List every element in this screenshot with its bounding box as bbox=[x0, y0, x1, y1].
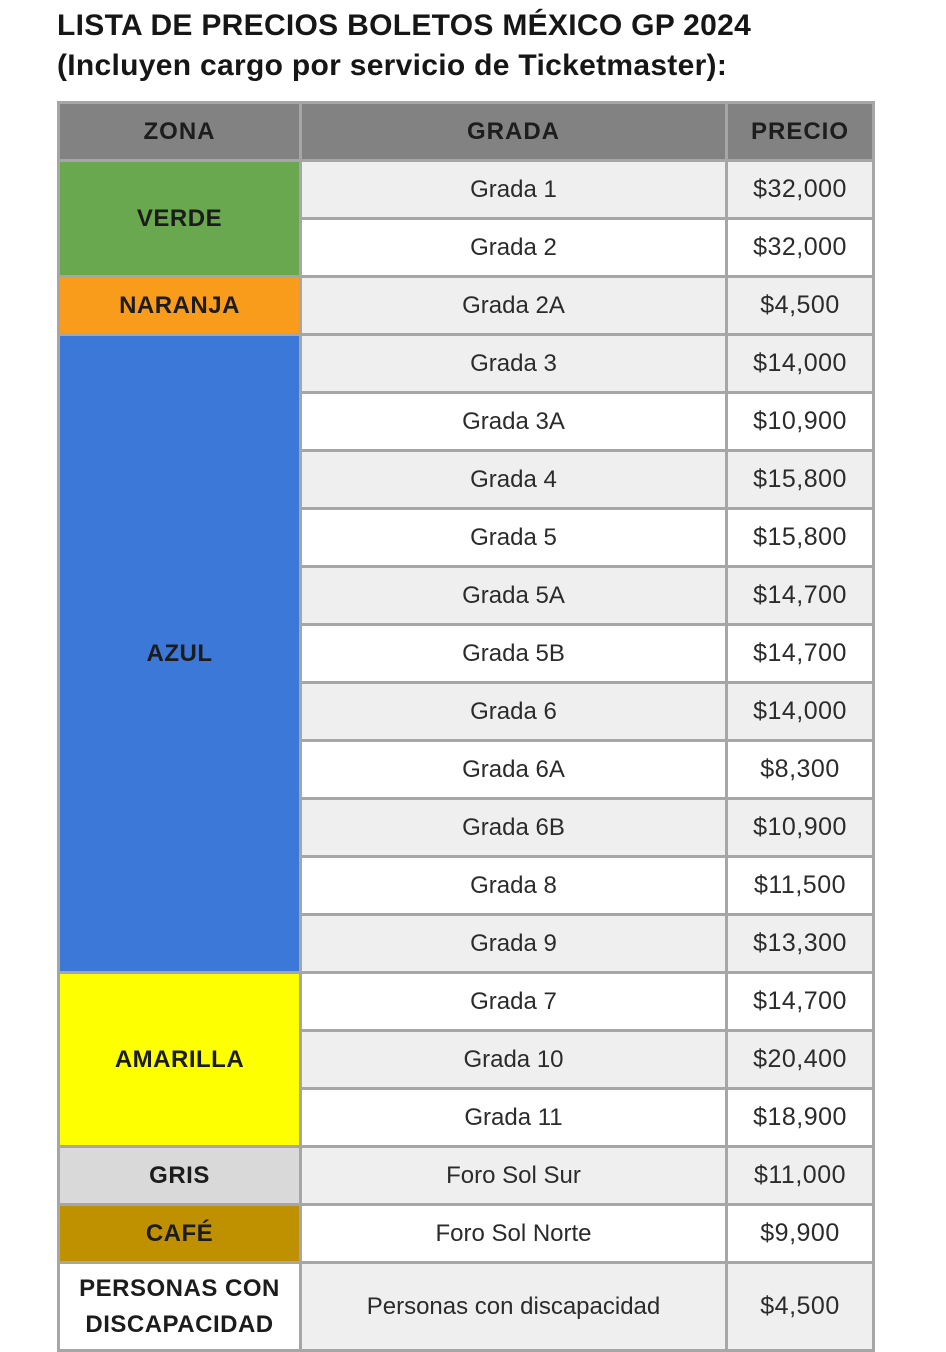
price-cell: $15,800 bbox=[727, 509, 874, 567]
price-cell: $32,000 bbox=[727, 219, 874, 277]
grada-cell: Grada 9 bbox=[301, 915, 727, 973]
table-row bbox=[59, 277, 874, 335]
header-precio: PRECIO bbox=[727, 103, 874, 161]
price-cell: $11,000 bbox=[727, 1147, 874, 1205]
grada-cell: Grada 4 bbox=[301, 451, 727, 509]
zone-cell-gris: GRIS bbox=[59, 1147, 301, 1205]
grada-cell: Grada 2 bbox=[301, 219, 727, 277]
grada-cell: Grada 3 bbox=[301, 335, 727, 393]
table-row bbox=[59, 1147, 874, 1205]
page-title-line2: (Incluyen cargo por servicio de Ticketmaster): bbox=[57, 49, 728, 82]
grada-cell: Grada 10 bbox=[301, 1031, 727, 1089]
header-grada: GRADA bbox=[301, 103, 727, 161]
header-zona: ZONA bbox=[59, 103, 301, 161]
price-cell: $9,900 bbox=[727, 1205, 874, 1263]
grada-cell: Grada 7 bbox=[301, 973, 727, 1031]
grada-cell: Grada 6A bbox=[301, 741, 727, 799]
table-row bbox=[59, 1263, 874, 1351]
price-cell: $14,000 bbox=[727, 335, 874, 393]
price-cell: $14,700 bbox=[727, 625, 874, 683]
price-cell: $10,900 bbox=[727, 393, 874, 451]
price-cell: $11,500 bbox=[727, 857, 874, 915]
price-cell: $14,000 bbox=[727, 683, 874, 741]
table-row bbox=[59, 1205, 874, 1263]
table-header bbox=[59, 103, 874, 161]
price-cell: $32,000 bbox=[727, 161, 874, 219]
price-cell: $10,900 bbox=[727, 799, 874, 857]
grada-cell: Grada 6B bbox=[301, 799, 727, 857]
price-cell: $18,900 bbox=[727, 1089, 874, 1147]
price-cell: $14,700 bbox=[727, 567, 874, 625]
zone-cell-cafe: CAFÉ bbox=[59, 1205, 301, 1263]
grada-cell: Grada 5B bbox=[301, 625, 727, 683]
zone-cell-verde: VERDE bbox=[59, 161, 301, 277]
grada-cell: Grada 8 bbox=[301, 857, 727, 915]
grada-cell: Grada 2A bbox=[301, 277, 727, 335]
zone-cell-naranja: NARANJA bbox=[59, 277, 301, 335]
page-title bbox=[57, 6, 946, 86]
price-cell: $4,500 bbox=[727, 1263, 874, 1351]
grada-cell: Grada 3A bbox=[301, 393, 727, 451]
price-cell: $20,400 bbox=[727, 1031, 874, 1089]
grada-cell: Foro Sol Sur bbox=[301, 1147, 727, 1205]
grada-cell: Personas con discapacidad bbox=[301, 1263, 727, 1351]
grada-cell: Grada 5A bbox=[301, 567, 727, 625]
grada-cell: Grada 5 bbox=[301, 509, 727, 567]
table-row bbox=[59, 335, 874, 393]
grada-cell: Foro Sol Norte bbox=[301, 1205, 727, 1263]
zone-cell-personas-con-discapacidad: PERSONAS CON DISCAPACIDAD bbox=[59, 1263, 301, 1351]
price-cell: $8,300 bbox=[727, 741, 874, 799]
grada-cell: Grada 6 bbox=[301, 683, 727, 741]
zone-cell-amarilla: AMARILLA bbox=[59, 973, 301, 1147]
zone-cell-azul: AZUL bbox=[59, 335, 301, 973]
table-row bbox=[59, 161, 874, 219]
price-table bbox=[57, 101, 875, 1352]
grada-cell: Grada 11 bbox=[301, 1089, 727, 1147]
table-row bbox=[59, 973, 874, 1031]
page-title-line1: LISTA DE PRECIOS BOLETOS MÉXICO GP 2024 bbox=[57, 9, 752, 42]
price-cell: $14,700 bbox=[727, 973, 874, 1031]
grada-cell: Grada 1 bbox=[301, 161, 727, 219]
price-cell: $13,300 bbox=[727, 915, 874, 973]
price-cell: $4,500 bbox=[727, 277, 874, 335]
price-cell: $15,800 bbox=[727, 451, 874, 509]
